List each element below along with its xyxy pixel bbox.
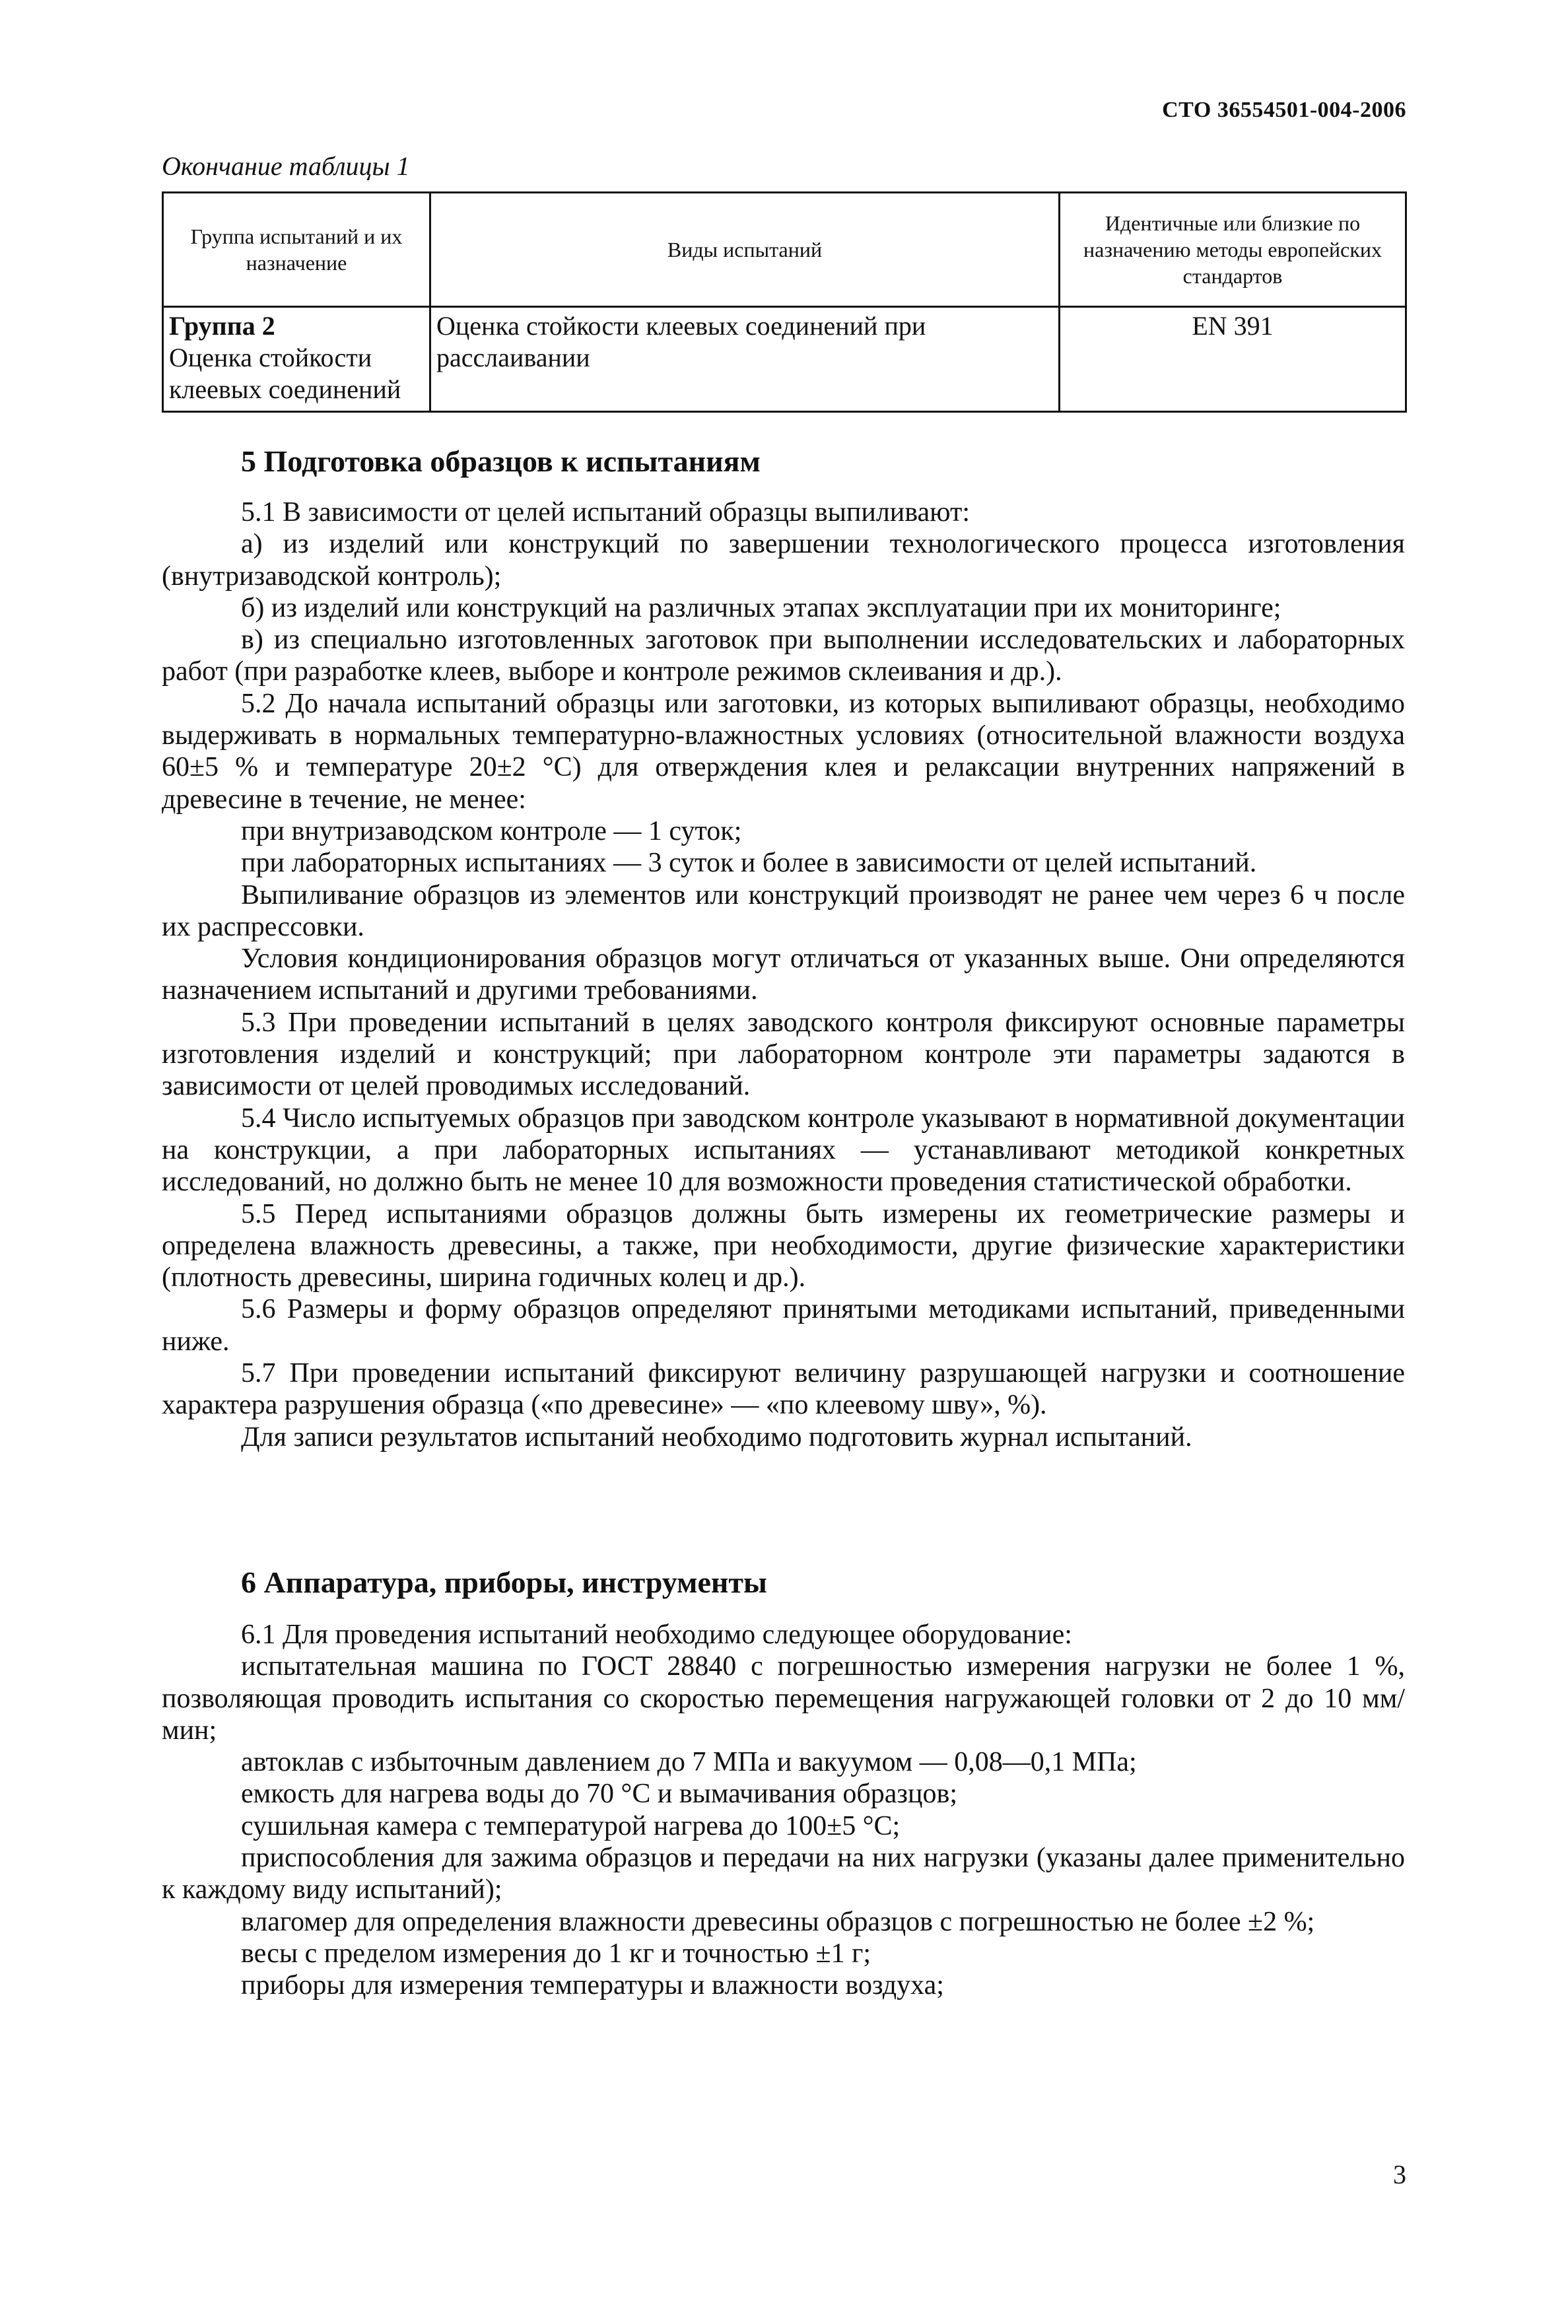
table-row [163, 307, 1406, 412]
section-5-title: 5 Подготовка образцов к испытаниям [241, 444, 761, 478]
paragraph: автоклав с избыточным давлением до 7 МПа и вакуумом — 0,08—0,1 МПа; [241, 1747, 1137, 1778]
section-5-body [162, 496, 1405, 1453]
table-caption: Окончание таблицы 1 [162, 151, 410, 181]
paragraph: емкость для нагрева воды до 70 °С и вымачивания образцов; [241, 1779, 957, 1810]
group-description: Оценка стойкости клеевых соединений [169, 343, 401, 404]
tests-table [162, 191, 1407, 413]
header-european-standards: Идентичные или близкие по назначению методы европейских стандартов [1060, 193, 1406, 307]
paragraph: Условия кондиционирования образцов могут отличаться от указанных выше. Они определяются назначением испытаний и другими требованиями. [162, 943, 1405, 1006]
paragraph: при лабораторных испытаниях — 3 суток и более в зависимости от целей испытаний. [241, 848, 1257, 879]
section-6-body [162, 1619, 1405, 2002]
paragraph: Для записи результатов испытаний необходимо подготовить журнал испытаний. [241, 1421, 1192, 1452]
paragraph: а) из изделий или конструкций по завершении технологического процесса изготовления (внутризаводской контроль); [162, 529, 1405, 592]
paragraph: весы с пределом измерения до 1 кг и точностью ±1 г; [241, 1938, 871, 1969]
page-number: 3 [1393, 2160, 1406, 2189]
section-6-title: 6 Аппаратура, приборы, инструменты [241, 1565, 767, 1599]
paragraph: влагомер для определения влажности древесины образцов с погрешностью не более ±2 %; [241, 1906, 1315, 1937]
document-code: СТО 36554501-004-2006 [1162, 98, 1406, 122]
table-header-row [163, 193, 1406, 307]
paragraph: 5.7 При проведении испытаний фиксируют величину разрушающей нагрузки и соотношение характера разрушения образца («по древесине» — «по клеевому шву», %). [162, 1358, 1405, 1421]
paragraph: 5.5 Перед испытаниями образцов должны быть измерены их геометрические размеры и определена влажность древесины, а также, при необходимости, другие физические характеристики (плотность древесины, ширина годичных колец и др.). [162, 1198, 1405, 1293]
paragraph: приспособления для зажима образцов и передачи на них нагрузки (указаны далее применительно к каждому виду испытаний); [162, 1843, 1405, 1905]
paragraph: 6.1 Для проведения испытаний необходимо следующее оборудование: [241, 1620, 1072, 1650]
header-test-group: Группа испытаний и их назначение [163, 193, 430, 307]
test-type-cell: Оценка стойкости клеевых соединений при расслаивании [430, 307, 1060, 412]
header-test-types: Виды испытаний [430, 193, 1060, 307]
paragraph: сушильная камера с температурой нагрева до 100±5 °С; [241, 1810, 901, 1841]
paragraph: 5.3 При проведении испытаний в целях заводского контроля фиксируют основные параметры изготовления изделий и конструкций; при лабораторном контроле эти параметры задаются в зависимости от целей проводимых исследований. [162, 1007, 1405, 1102]
paragraph: 5.4 Число испытуемых образцов при заводском контроле указывают в нормативной документации на конструкции, а при лабораторных испытаниях — устанавливают методикой конкретных исследований, но должно быть не менее 10 для возможности проведения статистической обработки. [162, 1103, 1405, 1198]
standard-cell: EN 391 [1060, 307, 1406, 412]
paragraph: при внутризаводском контроле — 1 суток; [241, 815, 742, 846]
group-cell [163, 307, 430, 412]
paragraph: 5.1 В зависимости от целей испытаний образцы выпиливают: [241, 497, 971, 528]
paragraph: в) из специально изготовленных заготовок при выполнении исследовательских и лабораторных работ (при разработке клеев, выборе и контроле режимов склеивания и др.). [162, 625, 1405, 687]
paragraph: 5.6 Размеры и форму образцов определяют принятыми методиками испытаний, приведенными ниже. [162, 1294, 1405, 1357]
group-label: Группа 2 [169, 311, 275, 341]
paragraph: Выпиливание образцов из элементов или конструкций производят не ранее чем через 6 ч после их распрессовки. [162, 879, 1405, 942]
paragraph: 5.2 До начала испытаний образцы или заготовки, из которых выпиливают образцы, необходимо выдерживать в нормальных температурно-влажностных условиях (относительной влажности воздуха 60±5 % и температуре 20±2 °С) для отверждения клея и релаксации внутренних напряжений в древесине в течение, не менее: [162, 688, 1405, 815]
paragraph: б) из изделий или конструкций на различных этапах эксплуатации при их мониторинге; [241, 592, 1281, 623]
paragraph: испытательная машина по ГОСТ 28840 с погрешностью измерения нагрузки не более 1 %, позволяющая проводить испытания со скоростью перемещения нагружающей головки от 2 до 10 мм/ мин; [162, 1651, 1405, 1746]
paragraph: приборы для измерения температуры и влажности воздуха; [241, 1970, 944, 2001]
